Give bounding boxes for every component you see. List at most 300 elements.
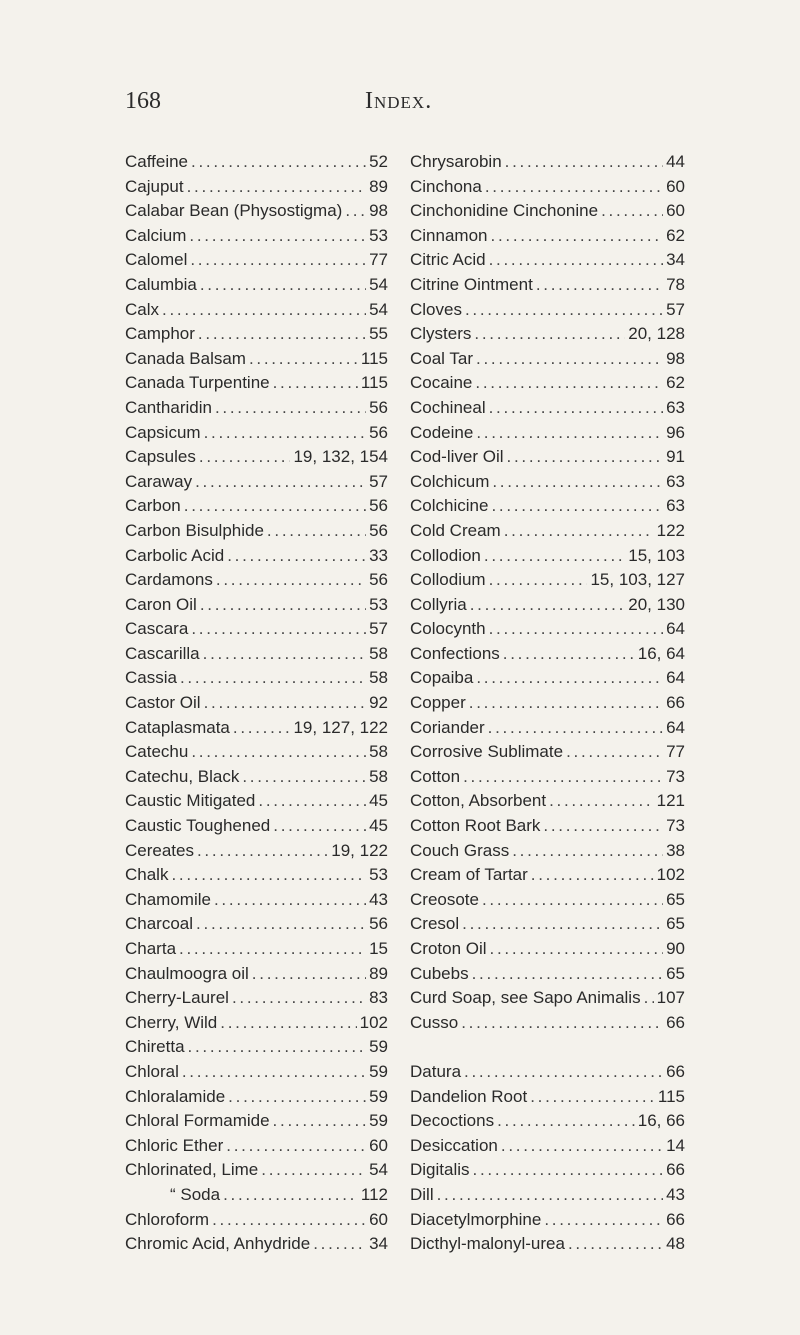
- dot-leader: [226, 1134, 366, 1159]
- index-entry: [410, 1183, 685, 1208]
- dot-leader: [482, 888, 663, 913]
- dot-leader: [464, 1060, 663, 1085]
- index-term: Caron Oil: [125, 594, 197, 614]
- dot-leader: [273, 371, 358, 396]
- dot-leader: [465, 298, 663, 323]
- dot-leader: [601, 199, 663, 224]
- index-entry: [125, 814, 388, 839]
- dot-leader: [497, 1109, 635, 1134]
- page-reference: 44: [666, 152, 685, 171]
- index-entry: [125, 494, 388, 519]
- dot-leader: [491, 494, 663, 519]
- index-term: Collodium: [410, 570, 486, 590]
- index-entry: [125, 544, 388, 569]
- index-entry: [410, 863, 685, 888]
- index-entry: [410, 371, 685, 396]
- page-reference: 54: [369, 1160, 388, 1180]
- page-reference: 115: [657, 1086, 685, 1106]
- dot-leader: [273, 814, 366, 839]
- dot-leader: [182, 1060, 366, 1085]
- index-term: Cascara: [125, 619, 189, 639]
- dot-leader: [549, 789, 654, 814]
- index-entry: [410, 1232, 685, 1257]
- dot-leader: [220, 1011, 356, 1036]
- page-reference: 65: [666, 963, 685, 983]
- index-entry: [125, 224, 388, 249]
- index-entry: [410, 789, 685, 814]
- page-reference: 19, 122: [331, 840, 388, 860]
- index-term: Couch Grass: [410, 840, 510, 860]
- dot-leader: [200, 593, 366, 618]
- index-entry: [125, 986, 388, 1011]
- index-term: Digitalis: [410, 1160, 470, 1180]
- page-reference: 43: [666, 1184, 685, 1204]
- page-reference: 89: [369, 176, 388, 196]
- index-entry: [410, 1134, 685, 1159]
- index-term: Chloroform: [125, 1209, 210, 1229]
- page-reference: 56: [369, 570, 388, 590]
- index-term: Caustic Toughened: [125, 816, 271, 836]
- index-term: Cocaine: [410, 373, 473, 393]
- index-entry: [410, 937, 685, 962]
- index-term: Caffeine: [125, 152, 189, 171]
- page-reference: 53: [369, 225, 388, 245]
- index-entry: [125, 1134, 388, 1159]
- index-entry: [410, 962, 685, 987]
- index-entry: [125, 150, 388, 175]
- index-term: Capsules: [125, 447, 196, 467]
- index-entry: [410, 986, 685, 1011]
- page-reference: 66: [666, 1061, 685, 1081]
- dot-leader: [232, 986, 366, 1011]
- index-term: Cochineal: [410, 397, 486, 417]
- dot-leader: [200, 273, 366, 298]
- index-entry: [125, 1060, 388, 1085]
- index-term: Chalk: [125, 865, 169, 885]
- page-reference: 59: [369, 1061, 388, 1081]
- page-reference: 58: [369, 766, 388, 786]
- page-reference: 66: [666, 1209, 685, 1229]
- dot-leader: [475, 371, 663, 396]
- index-term: Castor Oil: [125, 693, 201, 713]
- index-entry: [410, 248, 685, 273]
- index-term: Cotton: [410, 766, 461, 786]
- index-entry: [125, 617, 388, 642]
- index-term: Chrysarobin: [410, 152, 502, 171]
- index-entry: [410, 716, 685, 741]
- index-term: Cotton Root Bark: [410, 816, 541, 836]
- page-reference: 53: [369, 594, 388, 614]
- index-term: Carbolic Acid: [125, 545, 225, 565]
- dot-leader: [476, 347, 663, 372]
- index-entry: [410, 224, 685, 249]
- index-term: Catechu, Black: [125, 766, 240, 786]
- index-term: Chloral: [125, 1061, 179, 1081]
- index-term: Clysters: [410, 324, 472, 344]
- index-term: Chamomile: [125, 889, 211, 909]
- index-entry: [125, 912, 388, 937]
- index-entry: [125, 1109, 388, 1134]
- page-reference: 89: [369, 963, 388, 983]
- index-entry: [125, 789, 388, 814]
- page-reference: 98: [369, 201, 388, 221]
- index-term: Diacetylmorphine: [410, 1209, 542, 1229]
- index-entry: [125, 1232, 388, 1257]
- dot-leader: [491, 224, 664, 249]
- index-entry: [410, 519, 685, 544]
- index-term: Canada Balsam: [125, 348, 246, 368]
- index-entry: [125, 396, 388, 421]
- dot-leader: [512, 839, 663, 864]
- index-term: Colchicum: [410, 471, 490, 491]
- dot-leader: [461, 1011, 663, 1036]
- page-reference: 16, 64: [637, 643, 685, 663]
- index-term: Cinchonidine Cinchonine: [410, 201, 599, 221]
- index-entry: [410, 199, 685, 224]
- index-term: Collyria: [410, 594, 467, 614]
- page-reference: 65: [666, 889, 685, 909]
- page-number: 168: [125, 88, 161, 114]
- page-reference: 73: [666, 766, 685, 786]
- index-term: Cotton, Absorbent: [410, 791, 547, 811]
- dot-leader: [179, 937, 366, 962]
- page-reference: 57: [666, 299, 685, 319]
- dot-leader: [503, 642, 635, 667]
- index-term: Cinchona: [410, 176, 482, 196]
- page-reference: 58: [369, 742, 388, 762]
- page-reference: 45: [369, 816, 388, 836]
- index-column-left: [125, 150, 388, 1257]
- index-entry: [410, 1085, 685, 1110]
- index-term: Cantharidin: [125, 397, 212, 417]
- dot-leader: [242, 765, 366, 790]
- index-entry: [125, 863, 388, 888]
- page-reference: 43: [369, 889, 388, 909]
- page-reference: 62: [666, 225, 685, 245]
- index-entry: [125, 322, 388, 347]
- index-entry: [125, 421, 388, 446]
- index-entry: [410, 1158, 685, 1183]
- dot-leader: [488, 716, 663, 741]
- index-term: Copper: [410, 693, 466, 713]
- dot-leader: [568, 1232, 663, 1257]
- index-entry: [125, 347, 388, 372]
- dot-leader: [204, 691, 367, 716]
- page-reference: 78: [666, 274, 685, 294]
- index-term: Cereates: [125, 840, 194, 860]
- dot-leader: [472, 962, 663, 987]
- dot-leader: [489, 396, 663, 421]
- page-reference: 63: [666, 496, 685, 516]
- index-entry: [410, 691, 685, 716]
- index-term: Curd Soap, see Sapo Animalis: [410, 988, 641, 1008]
- index-entry: [410, 396, 685, 421]
- dot-leader: [191, 150, 366, 175]
- dot-leader: [258, 789, 366, 814]
- page-reference: 66: [666, 1160, 685, 1180]
- index-term: Calabar Bean (Physostigma): [125, 201, 343, 221]
- page-reference: 102: [656, 865, 685, 885]
- index-term: Calcium: [125, 225, 187, 245]
- index-term: Dill: [410, 1184, 434, 1204]
- dot-leader: [530, 1085, 655, 1110]
- index-entry: [125, 888, 388, 913]
- index-term: Colchicine: [410, 496, 489, 516]
- index-entry: [410, 298, 685, 323]
- page-reference: 91: [666, 447, 685, 467]
- index-column-right: [410, 150, 685, 1257]
- dot-leader: [543, 814, 663, 839]
- dot-leader: [204, 421, 366, 446]
- page-reference: 65: [666, 914, 685, 934]
- page-reference: 60: [369, 1209, 388, 1229]
- index-entry: [125, 273, 388, 298]
- page-reference: 16, 66: [637, 1111, 685, 1131]
- dot-leader: [473, 1158, 664, 1183]
- index-term: Cascarilla: [125, 643, 200, 663]
- page-reference: 55: [369, 324, 388, 344]
- dot-leader: [273, 1109, 367, 1134]
- page-reference: 60: [666, 201, 685, 221]
- index-entry: [410, 1109, 685, 1134]
- page-reference: 98: [666, 348, 685, 368]
- index-entry: [410, 593, 685, 618]
- page-reference: 121: [656, 791, 685, 811]
- dot-leader: [470, 593, 626, 618]
- index-term: Cusso: [410, 1012, 459, 1032]
- index-term: Cold Cream: [410, 520, 501, 540]
- index-entry: [410, 1011, 685, 1036]
- page-header: [125, 88, 685, 118]
- index-entry: [125, 642, 388, 667]
- page-reference: 57: [369, 619, 388, 639]
- dot-leader: [203, 642, 366, 667]
- index-term: Cream of Tartar: [410, 865, 528, 885]
- index-entry: [410, 814, 685, 839]
- page-reference: 59: [369, 1111, 388, 1131]
- page-reference: 90: [666, 939, 685, 958]
- index-entry: [410, 150, 685, 175]
- dot-leader: [492, 470, 663, 495]
- dot-leader: [198, 322, 366, 347]
- dot-leader: [501, 1134, 663, 1159]
- page-reference: 83: [369, 988, 388, 1008]
- dot-leader: [190, 248, 366, 273]
- page-reference: 52: [369, 152, 388, 171]
- page-reference: 66: [666, 693, 685, 713]
- page-title: Index.: [365, 88, 433, 114]
- page-reference: 15, 103: [628, 545, 685, 565]
- dot-leader: [505, 150, 663, 175]
- index-term: Carbon Bisulphide: [125, 520, 264, 540]
- index-entry: [410, 347, 685, 372]
- index-entry: [125, 568, 388, 593]
- index-term: Cataplasmata: [125, 717, 230, 737]
- page-reference: 53: [369, 865, 388, 885]
- index-entry: [410, 421, 685, 446]
- index-term: Canada Turpentine: [125, 373, 270, 393]
- index-entry: [125, 765, 388, 790]
- page-reference: 66: [666, 1012, 685, 1032]
- index-entry: [410, 666, 685, 691]
- page-reference: 64: [666, 619, 685, 639]
- page-reference: 112: [360, 1184, 388, 1204]
- index-term: Datura: [410, 1061, 462, 1081]
- index-entry: [125, 962, 388, 987]
- index-entry: [410, 273, 685, 298]
- index-entry: [410, 642, 685, 667]
- dot-leader: [463, 765, 663, 790]
- index-term: Decoctions: [410, 1111, 495, 1131]
- dot-leader: [644, 986, 654, 1011]
- dot-leader: [195, 470, 366, 495]
- index-term: Chaulmoogra oil: [125, 963, 249, 983]
- index-term: Camphor: [125, 324, 195, 344]
- index-entry: [125, 691, 388, 716]
- dot-leader: [180, 666, 366, 691]
- index-entry: [410, 740, 685, 765]
- index-entry: [410, 175, 685, 200]
- index-entry: [410, 888, 685, 913]
- index-entry: [410, 765, 685, 790]
- dot-leader: [489, 617, 663, 642]
- index-entry: [125, 248, 388, 273]
- index-term: Cassia: [125, 668, 177, 688]
- page-reference: 15, 103, 127: [590, 570, 685, 590]
- index-term: Chloral Formamide: [125, 1111, 270, 1131]
- index-entry: [125, 1035, 388, 1060]
- dot-leader: [249, 347, 358, 372]
- dot-leader: [462, 912, 663, 937]
- index-term: Copaiba: [410, 668, 474, 688]
- dot-leader: [196, 912, 366, 937]
- index-entry: [125, 175, 388, 200]
- dot-leader: [484, 544, 625, 569]
- dot-leader: [566, 740, 663, 765]
- dot-leader: [490, 937, 664, 962]
- index-term: Carbon: [125, 496, 181, 516]
- index-entry: [125, 666, 388, 691]
- dot-leader: [188, 1035, 367, 1060]
- dot-leader: [214, 888, 366, 913]
- page-reference: 102: [359, 1012, 388, 1032]
- index-entry: [125, 740, 388, 765]
- page-reference: 59: [369, 1086, 388, 1106]
- dot-leader: [476, 666, 663, 691]
- index-entry: [125, 1158, 388, 1183]
- page-reference: 19, 132, 154: [293, 447, 388, 467]
- page-reference: 34: [369, 1234, 388, 1254]
- page-reference: 77: [369, 250, 388, 270]
- index-term: Cherry, Wild: [125, 1012, 218, 1032]
- dot-leader: [504, 519, 654, 544]
- page-reference: 15: [369, 939, 388, 958]
- index-entry: [410, 544, 685, 569]
- index-term: Cinnamon: [410, 225, 488, 245]
- index-entry: [410, 1208, 685, 1233]
- index-entry: [410, 568, 685, 593]
- index-entry: [125, 519, 388, 544]
- page-reference: 45: [369, 791, 388, 811]
- dot-leader: [489, 248, 664, 273]
- dot-leader: [223, 1183, 358, 1208]
- index-term: Colocynth: [410, 619, 486, 639]
- index-term: Caustic Mitigated: [125, 791, 256, 811]
- dot-leader: [313, 1232, 366, 1257]
- page-reference: 122: [656, 520, 685, 540]
- index-entry: [410, 470, 685, 495]
- dot-leader: [189, 224, 366, 249]
- dot-leader: [212, 1208, 366, 1233]
- index-term: Chloric Ether: [125, 1135, 224, 1155]
- dot-leader: [191, 617, 366, 642]
- page-reference: 57: [369, 471, 388, 491]
- index-term: “ Soda: [170, 1184, 221, 1204]
- index-entry: [125, 470, 388, 495]
- dot-leader: [191, 740, 366, 765]
- index-term: Charcoal: [125, 914, 194, 934]
- index-term: Calomel: [125, 250, 188, 270]
- dot-leader: [227, 544, 366, 569]
- page-reference: 54: [369, 299, 388, 319]
- page-reference: 60: [369, 1135, 388, 1155]
- index-term: Chiretta: [125, 1037, 185, 1057]
- index-term: Codeine: [410, 422, 474, 442]
- page-reference: 20, 128: [628, 324, 685, 344]
- index-term: Cresol: [410, 914, 460, 934]
- index-term: Croton Oil: [410, 939, 487, 958]
- index-entry: [410, 912, 685, 937]
- page-reference: 20, 130: [628, 594, 685, 614]
- index-term: Citric Acid: [410, 250, 486, 270]
- index-entry: [125, 1085, 388, 1110]
- dot-leader: [197, 839, 328, 864]
- page-reference: 77: [666, 742, 685, 762]
- page-reference: 56: [369, 422, 388, 442]
- page-reference: 56: [369, 496, 388, 516]
- page-reference: 63: [666, 471, 685, 491]
- dot-leader: [267, 519, 366, 544]
- dot-leader: [216, 568, 366, 593]
- index-term: Creosote: [410, 889, 479, 909]
- index-term: Catechu: [125, 742, 189, 762]
- page-reference: 92: [369, 693, 388, 713]
- dot-leader: [531, 863, 654, 888]
- page-reference: 19, 127, 122: [293, 717, 388, 737]
- index-entry: [410, 494, 685, 519]
- index-entry: [410, 445, 685, 470]
- page-reference: 73: [666, 816, 685, 836]
- index-entry: [125, 1011, 388, 1036]
- page-reference: 60: [666, 176, 685, 196]
- dot-leader: [345, 199, 366, 224]
- dot-leader: [252, 962, 366, 987]
- page-reference: 58: [369, 668, 388, 688]
- index-entry: [125, 199, 388, 224]
- index-term: Capsicum: [125, 422, 201, 442]
- index-entry: [125, 1183, 388, 1208]
- index-entry: [125, 937, 388, 962]
- dot-leader: [199, 445, 291, 470]
- index-term: Chromic Acid, Anhydride: [125, 1234, 311, 1254]
- index-term: Caraway: [125, 471, 193, 491]
- index-entry: [410, 839, 685, 864]
- page-reference: 14: [666, 1135, 685, 1155]
- dot-leader: [544, 1208, 663, 1233]
- dot-leader: [437, 1183, 663, 1208]
- page-reference: 56: [369, 520, 388, 540]
- dot-leader: [536, 273, 663, 298]
